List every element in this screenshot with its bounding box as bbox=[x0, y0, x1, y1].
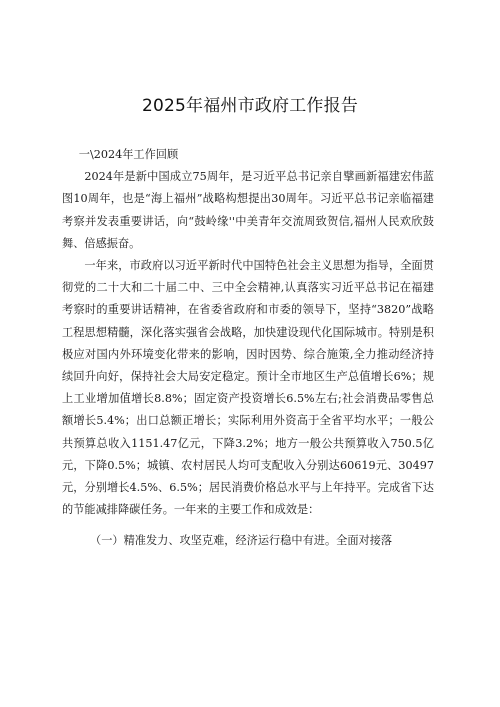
paragraph-summary: 一年来，市政府以习近平新时代中国特色社会主义思想为指导，全面贯彻党的二十大和二十届二中、三中全会精神,认真落实习近平总书记在福建考察时的重要讲话精神，在省委省政府和市委的领导下，坚持“3820”战略工程思想精髓，深化落实强省会战略，加快建设现代化国际城市。特别是积极应对国内外环境变化带来的影响，因时因势、综合施策,全力推动经济持续回升向好，保持社会大局安定稳定。预计全市地区生产总值增长6%；规上工业增加值增长8.8%；固定资产投资增长6.5%左右;社会消费品零售总额增长5.4%；出口总额正增长；实际利用外资高于全省平均水平；一般公共预算总收入1151.47亿元，下降3.2%；地方一般公共预算收入750.5亿元，下降0.5%；城镇、农村居民人均可支配收入分别达60619元、30497元，分别增长4.5%、6.5%；居民消费价格总水平与上年持平。完成省下达的节能减排降碳任务。一年来的主要工作和成效是： bbox=[62, 259, 434, 517]
document-body bbox=[62, 144, 434, 553]
paragraph-intro: 2024年是新中国成立75周年，是习近平总书记亲自擘画新福建宏伟蓝图10周年，也是“海上福州”战略构想提出30周年。习近平总书记亲临福建考察并发表重要讲话，向“鼓岭缘''中美青年交流周致贺信,福州人民欢欣鼓舞、倍感振奋。 bbox=[62, 170, 434, 250]
section-heading: 一\2024年工作回顾 bbox=[78, 148, 179, 161]
subsection-heading: （一）精准发力、攻坚克难，经济运行稳中有进。全面对接落 bbox=[90, 534, 393, 548]
document-title: 2025年福州市政府工作报告 bbox=[141, 96, 359, 116]
